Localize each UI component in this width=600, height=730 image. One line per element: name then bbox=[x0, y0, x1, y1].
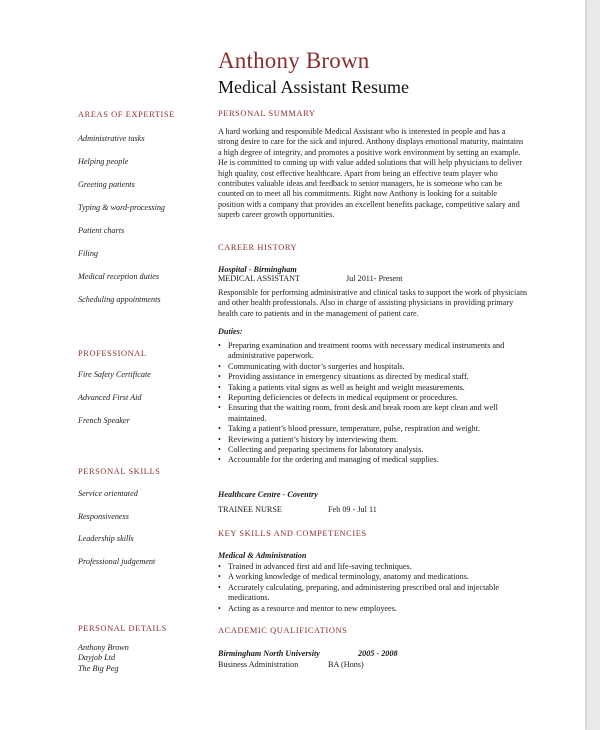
job-title-row bbox=[218, 505, 377, 514]
personal-skill-item: Leadership skills bbox=[78, 534, 134, 543]
expertise-item: Administrative tasks bbox=[78, 134, 145, 143]
list-item: • Communicating with doctor’s surgeries and hospitals. bbox=[218, 362, 510, 372]
personal-skill-item: Professional judgement bbox=[78, 557, 156, 566]
education-row bbox=[218, 649, 398, 658]
list-item: • Preparing examination and treatment rooms with necessary medical instruments and administrative paperwork. bbox=[218, 341, 510, 362]
details-line: Dayjob Ltd bbox=[78, 653, 116, 663]
list-item: • Taking a patient’s blood pressure, temperature, pulse, respiration and weight. bbox=[218, 424, 510, 434]
job-title: TRAINEE NURSE bbox=[218, 505, 282, 514]
skills-list bbox=[218, 562, 510, 614]
job-employer: Healthcare Centre - Coventry bbox=[218, 490, 318, 499]
list-item: • Reporting deficiencies or defects in medical equipment or procedures. bbox=[218, 393, 510, 403]
school-name: Birmingham North University bbox=[218, 649, 320, 658]
education-row bbox=[218, 660, 364, 669]
professional-item: Fire Safety Certificate bbox=[78, 370, 151, 379]
expertise-item: Patient charts bbox=[78, 226, 125, 235]
course-name: Business Administration bbox=[218, 660, 299, 669]
summary-heading: PERSONAL SUMMARY bbox=[218, 109, 316, 118]
list-item: • Ensuring that the waiting room, front desk and break room are kept clean and well maintained. bbox=[218, 403, 510, 424]
list-item: • Providing assistance in emergency situations as directed by medical staff. bbox=[218, 372, 510, 382]
personal-skill-item: Responsiveness bbox=[78, 512, 129, 521]
resume-title: Medical Assistant Resume bbox=[218, 77, 409, 97]
degree: BA (Hons) bbox=[328, 660, 364, 669]
expertise-item: Helping people bbox=[78, 157, 129, 166]
personal-details bbox=[78, 643, 129, 674]
professional-item: Advanced First Aid bbox=[78, 393, 142, 402]
list-item: • Taking a patients vital signs as well as height and weight measurements. bbox=[218, 383, 510, 393]
personal-skill-item: Service orientated bbox=[78, 489, 138, 498]
list-item: • Trained in advanced first aid and life-saving techniques. bbox=[218, 562, 510, 572]
key-skills-heading: KEY SKILLS AND COMPETENCIES bbox=[218, 529, 367, 538]
job-dates: Feb 09 - Jul 11 bbox=[328, 505, 377, 514]
duties-heading: Duties: bbox=[218, 327, 243, 336]
academic-heading: ACADEMIC QUALIFICATIONS bbox=[218, 626, 348, 635]
expertise-item: Greeting patients bbox=[78, 180, 135, 189]
list-item: • Acting as a resource and mentor to new employees. bbox=[218, 604, 510, 614]
job-title-row bbox=[218, 274, 403, 283]
expertise-item: Filing bbox=[78, 249, 99, 258]
skills-subheading: Medical & Administration bbox=[218, 551, 307, 560]
candidate-name: Anthony Brown bbox=[218, 48, 370, 73]
expertise-item: Medical reception duties bbox=[78, 272, 160, 281]
job-description: Responsible for performing administrative and clinical tasks to support the work of physicians and other health professionals. Also in charge of assisting physicians in providing primary health care to patients and in the management of patient care. bbox=[218, 288, 528, 318]
job-title: MEDICAL ASSISTANT bbox=[218, 274, 301, 283]
job-employer: Hospital - Birmingham bbox=[218, 265, 297, 274]
details-line: The Big Peg bbox=[78, 663, 119, 673]
personal-details-heading: PERSONAL DETAILS bbox=[78, 624, 167, 633]
details-line: Anthony Brown bbox=[78, 643, 129, 652]
job-dates: Jul 2011- Present bbox=[346, 274, 403, 283]
study-years: 2005 - 2008 bbox=[358, 649, 398, 658]
professional-heading: PROFESSIONAL bbox=[78, 349, 147, 358]
expertise-item: Scheduling appointments bbox=[78, 295, 161, 304]
expertise-heading: AREAS OF EXPERTISE bbox=[78, 110, 175, 119]
summary-text: A hard working and responsible Medical Assistant who is interested in people and has a strong desire to care for the sick and injured. Anthony displays emotional maturity, maintains a high degree of integrity, and promotes a positive work environment by setting an example. He is committed to coming up with value added solutions that will help physicians to deliver high quality, cost effective healthcare. Apart from being an effective team player who contributes valuable ideas and feedback to senior managers, he is someone who can be counted on to meet all his commitments. Right now Anthony is looking for a suitable position with a company that provides an excellent benefits package, competitive salary and superb career growth opportunities. bbox=[218, 127, 524, 220]
list-item: • Accountable for the ordering and managing of medical supplies. bbox=[218, 455, 510, 465]
personal-skills-heading: PERSONAL SKILLS bbox=[78, 467, 161, 476]
list-item: • Collecting and preparing specimens for laboratory analysis. bbox=[218, 445, 510, 455]
list-item: • A working knowledge of medical terminology, anatomy and medications. bbox=[218, 572, 510, 582]
expertise-item: Typing & word-processing bbox=[78, 203, 166, 212]
list-item: • Reviewing a patient’s history by interviewing them. bbox=[218, 435, 510, 445]
professional-item: French Speaker bbox=[78, 416, 130, 425]
duties-list bbox=[218, 341, 510, 466]
career-heading: CAREER HISTORY bbox=[218, 243, 298, 252]
list-item: • Accurately calculating, preparing, and administering prescribed oral and injectable medications. bbox=[218, 583, 510, 604]
